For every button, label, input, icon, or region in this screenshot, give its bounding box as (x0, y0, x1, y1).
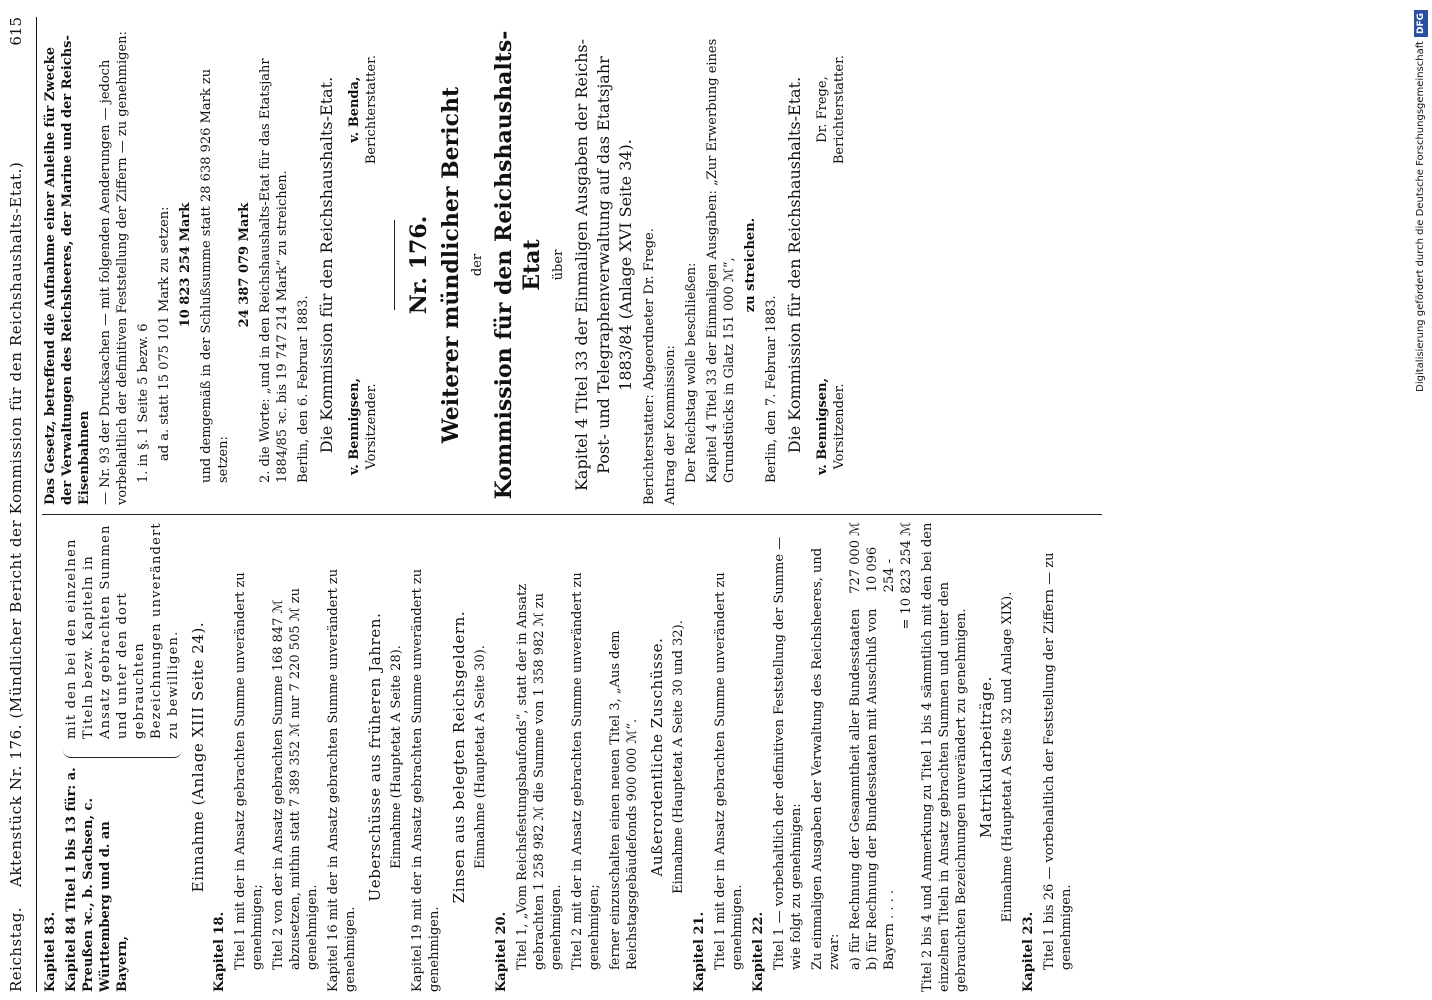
heading-zinsen: Zinsen aus belegten Reichsgeldern. (450, 610, 468, 904)
kommission-heading-2: Die Kommission für den Reichshaushalts-Etat. (785, 76, 804, 454)
einnahme-anlage-xiii: Einnahme (Anlage XIII Seite 24). (189, 621, 207, 893)
signature-left-2 (814, 378, 848, 475)
heading-ausserordentliche: Außerordentliche Zuschüsse. (648, 637, 666, 877)
einnahme-seite-30-32: Einnahme (Hauptetat A Seite 30 und 32). (671, 620, 686, 894)
gesetz-text: — Nr. 93 der Drucksachen — mit folgenden Aenderungen — jedoch vorbehaltlich der definitiven Feststellung der Ziffern — zu genehmigen: (98, 31, 130, 505)
commission-title: Kommission für den Reichshaushalts-Etat (491, 30, 545, 500)
right-column (42, 25, 852, 505)
item-b-label: b) für Rechnung der Bundesstaaten mit Ausschluß von Bayern . . . . (865, 608, 897, 970)
kapitel-22-sum: = 10 823 254 ℳ (899, 522, 914, 630)
date-2: Berlin, den 7. Februar 1883. (764, 295, 779, 483)
dfg-logo: DFG (1414, 10, 1428, 37)
kapitel-84-titles: Kapitel 84 Titel 1 bis 13 für: a. Preußen ꝛc., b. Sachsen, c. Württemberg und d. an Bayern, (64, 767, 130, 992)
report-title: Weiterer mündlicher Bericht (438, 86, 464, 444)
gesetz-title: Das Gesetz, betreffend die Aufnahme einer Anleihe für Zwecke der Verwaltungen des Reichsheeres, der Marine und der Reichs-Eisenbahnen (43, 35, 92, 505)
item-a-value: 727 000 ℳ (848, 522, 863, 594)
kapitel-21: Kapitel 21. (692, 911, 707, 992)
sig1-right-role: Berichterstatter. (364, 55, 379, 165)
item-1-value-2: 24 387 079 Mark (237, 202, 252, 328)
signature-left-1 (346, 378, 380, 475)
item-1-schluss: und demgemäß in der Schlußsumme statt 28 638 926 Mark zu setzen: (199, 68, 231, 483)
antrag-kapitel: Kapitel 4 Titel 33 der Einmaligen Ausgaben: „Zur Erwerbung eines Grundstücks in Glatz 151 000 ℳ“, (705, 38, 737, 483)
page-number: 615 (7, 17, 25, 46)
signature-right-1 (346, 55, 380, 164)
document-number: Nr. 176. (406, 215, 432, 315)
kapitel-84-block (63, 522, 182, 992)
kapitel-83: Kapitel 83. (43, 911, 58, 992)
sig2-left-name: v. Bennigsen, (815, 377, 830, 475)
heading-ueberschuesse: Ueberschüsse aus früheren Jahren. (366, 612, 384, 902)
date-1: Berlin, den 6. Februar 1883. (296, 295, 311, 483)
kapitel-84-brace-text: mit den bei den einzelnen Titeln bezw. Kapiteln in Ansatz gebrachten Summen und unter den dort gebrauchten Bezeichnungen unverändert zu bewilligen. (64, 522, 181, 739)
header-title: Aktenstück Nr. 176. (Mündlicher Bericht der Kommission für den Reichshaushalts-Etat.) (7, 161, 25, 887)
kapitel-22: Kapitel 22. (751, 911, 766, 992)
kapitel-18: Kapitel 18. (212, 911, 227, 992)
kapitel-20-titel-3: ferner einzuschalten einen neuen Titel 3, „Aus dem Reichstagsgebäudefonds 900 000 ℳ“. (608, 630, 640, 970)
sig1-right-name: v. Benda, (347, 76, 362, 143)
kapitel-18-titel-1: Titel 1 mit der in Ansatz gebrachten Summe unverändert zu genehmigen; (233, 572, 265, 970)
heading-matrikular: Matrikularbeiträge. (977, 675, 995, 839)
streichen: zu streichen. (743, 217, 758, 313)
item-a-label: a) für Rechnung der Gesammtheit aller Bundesstaaten (848, 608, 863, 970)
kommission-heading-1: Die Kommission für den Reichshaushalts-Etat. (317, 76, 336, 454)
ueber-label: über (551, 249, 566, 281)
column-divider (42, 514, 1102, 515)
kapitel-23: Kapitel 23. (1021, 911, 1036, 992)
separator-rule (394, 220, 395, 310)
sig2-right-name: Dr. Frege, (815, 76, 830, 143)
einnahme-seite-30: Einnahme (Hauptetat A Seite 30). (473, 645, 488, 869)
signatures-1 (342, 25, 384, 505)
left-column (42, 522, 1079, 992)
signature-right-2 (814, 55, 848, 164)
sig2-left-role: Vorsitzender. (832, 383, 847, 470)
sig2-right-role: Berichterstatter. (832, 55, 847, 165)
item-2: 2. die Worte: „und in den Reichshaushalts-Etat für das Etatsjahr 1884/85 ꝛc. bis 19 747 214 Mark“ zu streichen. (258, 58, 290, 483)
digitization-credit: Digitalisierung gefördert durch die Deutsche Forschungsgemeinschaft (1415, 41, 1426, 392)
kapitel-20: Kapitel 20. (494, 911, 509, 992)
digitization-credit-rotated (1410, 10, 1432, 990)
einnahme-anlage-xix: Einnahme (Hauptetat A Seite 32 und Anlage XIX). (1000, 591, 1015, 923)
einnahme-seite-28: Einnahme (Hauptetat A Seite 28). (389, 645, 404, 869)
der-label: der (470, 253, 485, 277)
kapitel-23-titel: Titel 1 bis 26 — vorbehaltlich der Feststellung der Ziffern — zu genehmigen. (1042, 552, 1074, 970)
antrag: Antrag der Kommission: (663, 345, 678, 505)
report-subject: Kapitel 4 Titel 33 der Einmaligen Ausgaben der Reichs-Post- und Telegraphenverwaltung auf das Etatsjahr 1883/84 (Anlage XVI Seite 34). (572, 38, 635, 492)
running-header (2, 17, 37, 992)
kapitel-20-titel-2: Titel 2 mit der in Ansatz gebrachten Summe unverändert zu genehmigen; (570, 572, 602, 970)
brace-symbol (63, 743, 182, 758)
kapitel-22-item-a (847, 522, 864, 992)
kapitel-20-titel-1: Titel 1, „Vom Reichsfestungsbaufonds“, statt der in Ansatz gebrachten 1 258 982 ℳ die Summe von 1 358 982 ℳ zu genehmigen. (515, 583, 564, 970)
item-1-ad-a: ad a. statt 15 075 101 Mark zu setzen: (157, 206, 172, 461)
sig1-left-role: Vorsitzender. (364, 383, 379, 470)
kapitel-22-titel-2-4: Titel 2 bis 4 und Anmerkung zu Titel 1 bis 4 sämmtlich mit den bei den einzelnen Titeln in Ansatz gebrachten Summen und unter den gebrauchten Bezeichnungen unverändert zu genehmigen. (920, 522, 969, 992)
kapitel-19: Kapitel 19 mit der in Ansatz gebrachten Summe unverändert zu genehmigen. (410, 568, 442, 992)
kapitel-21-titel-1: Titel 1 mit der in Ansatz gebrachten Summe unverändert zu genehmigen. (713, 572, 745, 970)
kapitel-18-titel-2: Titel 2 von der in Ansatz gebrachten Summe 168 847 ℳ abzusetzen, mithin statt 7 389 352 ℳ nur 7 220 505 ℳ zu genehmigen. (271, 587, 320, 970)
item-1-value: 10 823 254 Mark (178, 202, 193, 328)
header-left: Reichstag. (7, 906, 25, 992)
kapitel-22-titel-1-zu: Zu einmaligen Ausgaben der Verwaltung des Reichsheeres, und zwar: (810, 547, 842, 970)
berichterstatter: Berichterstatter: Abgeordneter Dr. Frege. (642, 228, 657, 505)
signatures-2 (810, 25, 852, 505)
item-1: 1. in §. 1 Seite 5 bezw. 6 (136, 323, 151, 483)
kapitel-16: Kapitel 16 mit der in Ansatz gebrachten Summe unverändert zu genehmigen. (326, 568, 358, 992)
digitization-sidebar (1410, 10, 1432, 990)
antrag-beschluss: Der Reichstag wolle beschließen: (684, 262, 699, 483)
item-b-value: 10 096 254 - (865, 546, 897, 593)
kapitel-22-item-b (864, 522, 898, 992)
sig1-left-name: v. Bennigsen, (347, 377, 362, 475)
kapitel-22-titel-1: Titel 1 — vorbehaltlich der definitiven Feststellung der Summe — wie folgt zu genehmigen: (772, 536, 804, 970)
